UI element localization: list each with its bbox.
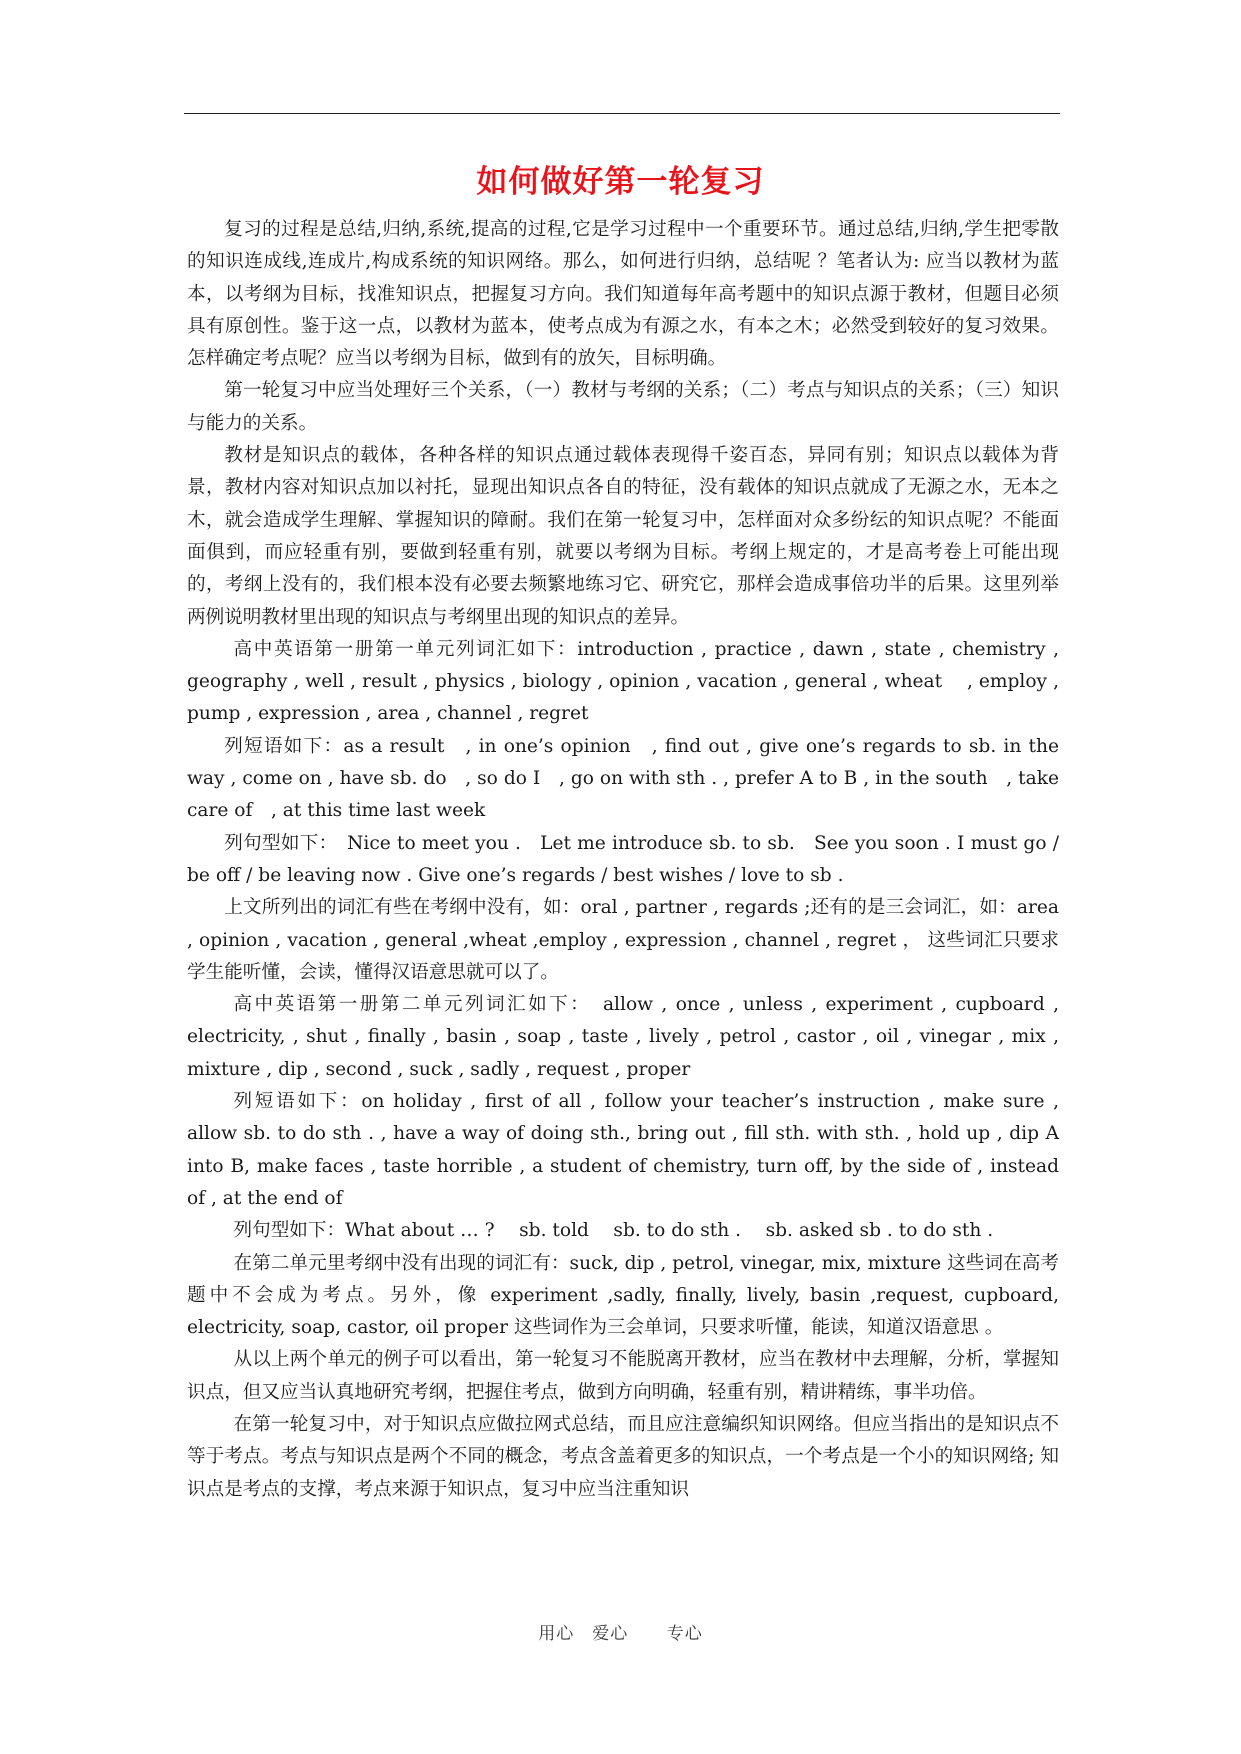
document-body: [187, 214, 1059, 1506]
paragraph-unit2-vocab: 高中英语第一册第二单元列词汇如下： allow , once , unless , experiment , cupboard , electricity, , shut , finally , basin , soap , taste , lively , petrol , castor , oil , vinegar , mix , mixture , dip , second , suck , sadly , request , proper: [187, 994, 1059, 1080]
paragraph-unit1-phrases: 列短语如下：as a result , in one’s opinion , find out , give one’s regards to sb. in the way , come on , have sb. do , so do I , go on with sth . , prefer A to B , in the south , take care of , at this time last week: [187, 735, 1059, 822]
paragraph-three-relations: 第一轮复习中应当处理好三个关系，（一）教材与考纲的关系；（二）考点与知识点的关系；（三）知识与能力的关系。: [187, 380, 1059, 434]
page-footer: 用心 爱心 专心: [538, 1624, 703, 1644]
paragraph-unit1-notes: 上文所列出的词汇有些在考纲中没有，如：oral , partner , regards ;还有的是三会词汇，如：area , opinion , vacation , general ,wheat ,employ , expression , channel , regret ， 这些词汇只要求学生能听懂，会读，懂得汉语意思就可以了。: [187, 897, 1059, 983]
paragraph-unit2-notes: 在第二单元里考纲中没有出现的词汇有：suck, dip , petrol, vinegar, mix, mixture 这些词在高考题中不会成为考点。另外，像 experiment ,sadly, finally, lively, basin ,request, cupboard, electricity, soap, castor, oil proper 这些词作为三会单词，只要求听懂，能读，知道汉语意思 。: [187, 1252, 1059, 1339]
paragraph-textbook: 教材是知识点的载体，各种各样的知识点通过载体表现得千姿百态，异同有别；知识点以载体为背景，教材内容对知识点加以衬托，显现出知识点各自的特征，没有载体的知识点就成了无源之水，无本之木，就会造成学生理解、掌握知识的障耐。我们在第一轮复习中，怎样面对众多纷纭的知识点呢？不能面面俱到，而应轻重有别，要做到轻重有别，就要以考纲为目标。考纲上规定的，才是高考卷上可能出现的，考纲上没有的，我们根本没有必要去频繁地练习它、研究它，那样会造成事倍功半的后果。这里列举两例说明教材里出现的知识点与考纲里出现的知识点的差异。: [187, 445, 1059, 628]
paragraph-knowledge-network: 在第一轮复习中，对于知识点应做拉网式总结，而且应注意编织知识网络。但应当指出的是知识点不等于考点。考点与知识点是两个不同的概念，考点含盖着更多的知识点，一个考点是一个小的知识网络; 知识点是考点的支撑，考点来源于知识点，复习中应当注重知识: [187, 1413, 1059, 1500]
paragraph-intro: 复习的过程是总结,归纳,系统,提高的过程,它是学习过程中一个重要环节。通过总结,归纳,学生把零散的知识连成线,连成片,构成系统的知识网络。那么，如何进行归纳，总结呢 ？笔者认为: 应当以教材为蓝本，以考纲为目标，找准知识点，把握复习方向。我们知道每年高考题中的知识点源于教材，但题目必须具有原创性。鉴于这一点，以教材为蓝本，使考点成为有源之水，有本之木；必然受到较好的复习效果。怎样确定考点呢？应当以考纲为目标，做到有的放矢，目标明确。: [187, 219, 1059, 370]
paragraph-unit1-sentences: 列句型如下： Nice to meet you . Let me introduce sb. to sb. See you soon . I must go / be off / be leaving now . Give one’s regards / best wishes / love to sb .: [187, 832, 1059, 886]
paragraph-unit2-sentences: 列句型如下：What about … ? sb. told sb. to do sth . sb. asked sb . to do sth .: [233, 1220, 994, 1242]
paragraph-unit1-vocab: 高中英语第一册第一单元列词汇如下：introduction , practice , dawn , state , chemistry , geography , well , result , physics , biology , opinion , vacation , general , wheat , employ , pump , expression , area , channel , regret: [187, 638, 1059, 725]
paragraph-conclusion: 从以上两个单元的例子可以看出，第一轮复习不能脱离开教材，应当在教材中去理解，分析，掌握知识点，但又应当认真地研究考纲，把握住考点，做到方向明确，轻重有别，精讲精练，事半功倍。: [187, 1349, 1059, 1403]
header-rule: [184, 113, 1060, 114]
document-title: 如何做好第一轮复习: [476, 164, 765, 200]
paragraph-unit2-phrases: 列短语如下：on holiday , first of all , follow your teacher’s instruction , make sure , allow sb. to do sth . , have a way of doing sth., bring out , fill sth. with sth. , hold up , dip A into B, make faces , taste horrible , a student of chemistry, turn off, by the side of , instead of , at the end of: [187, 1091, 1059, 1209]
